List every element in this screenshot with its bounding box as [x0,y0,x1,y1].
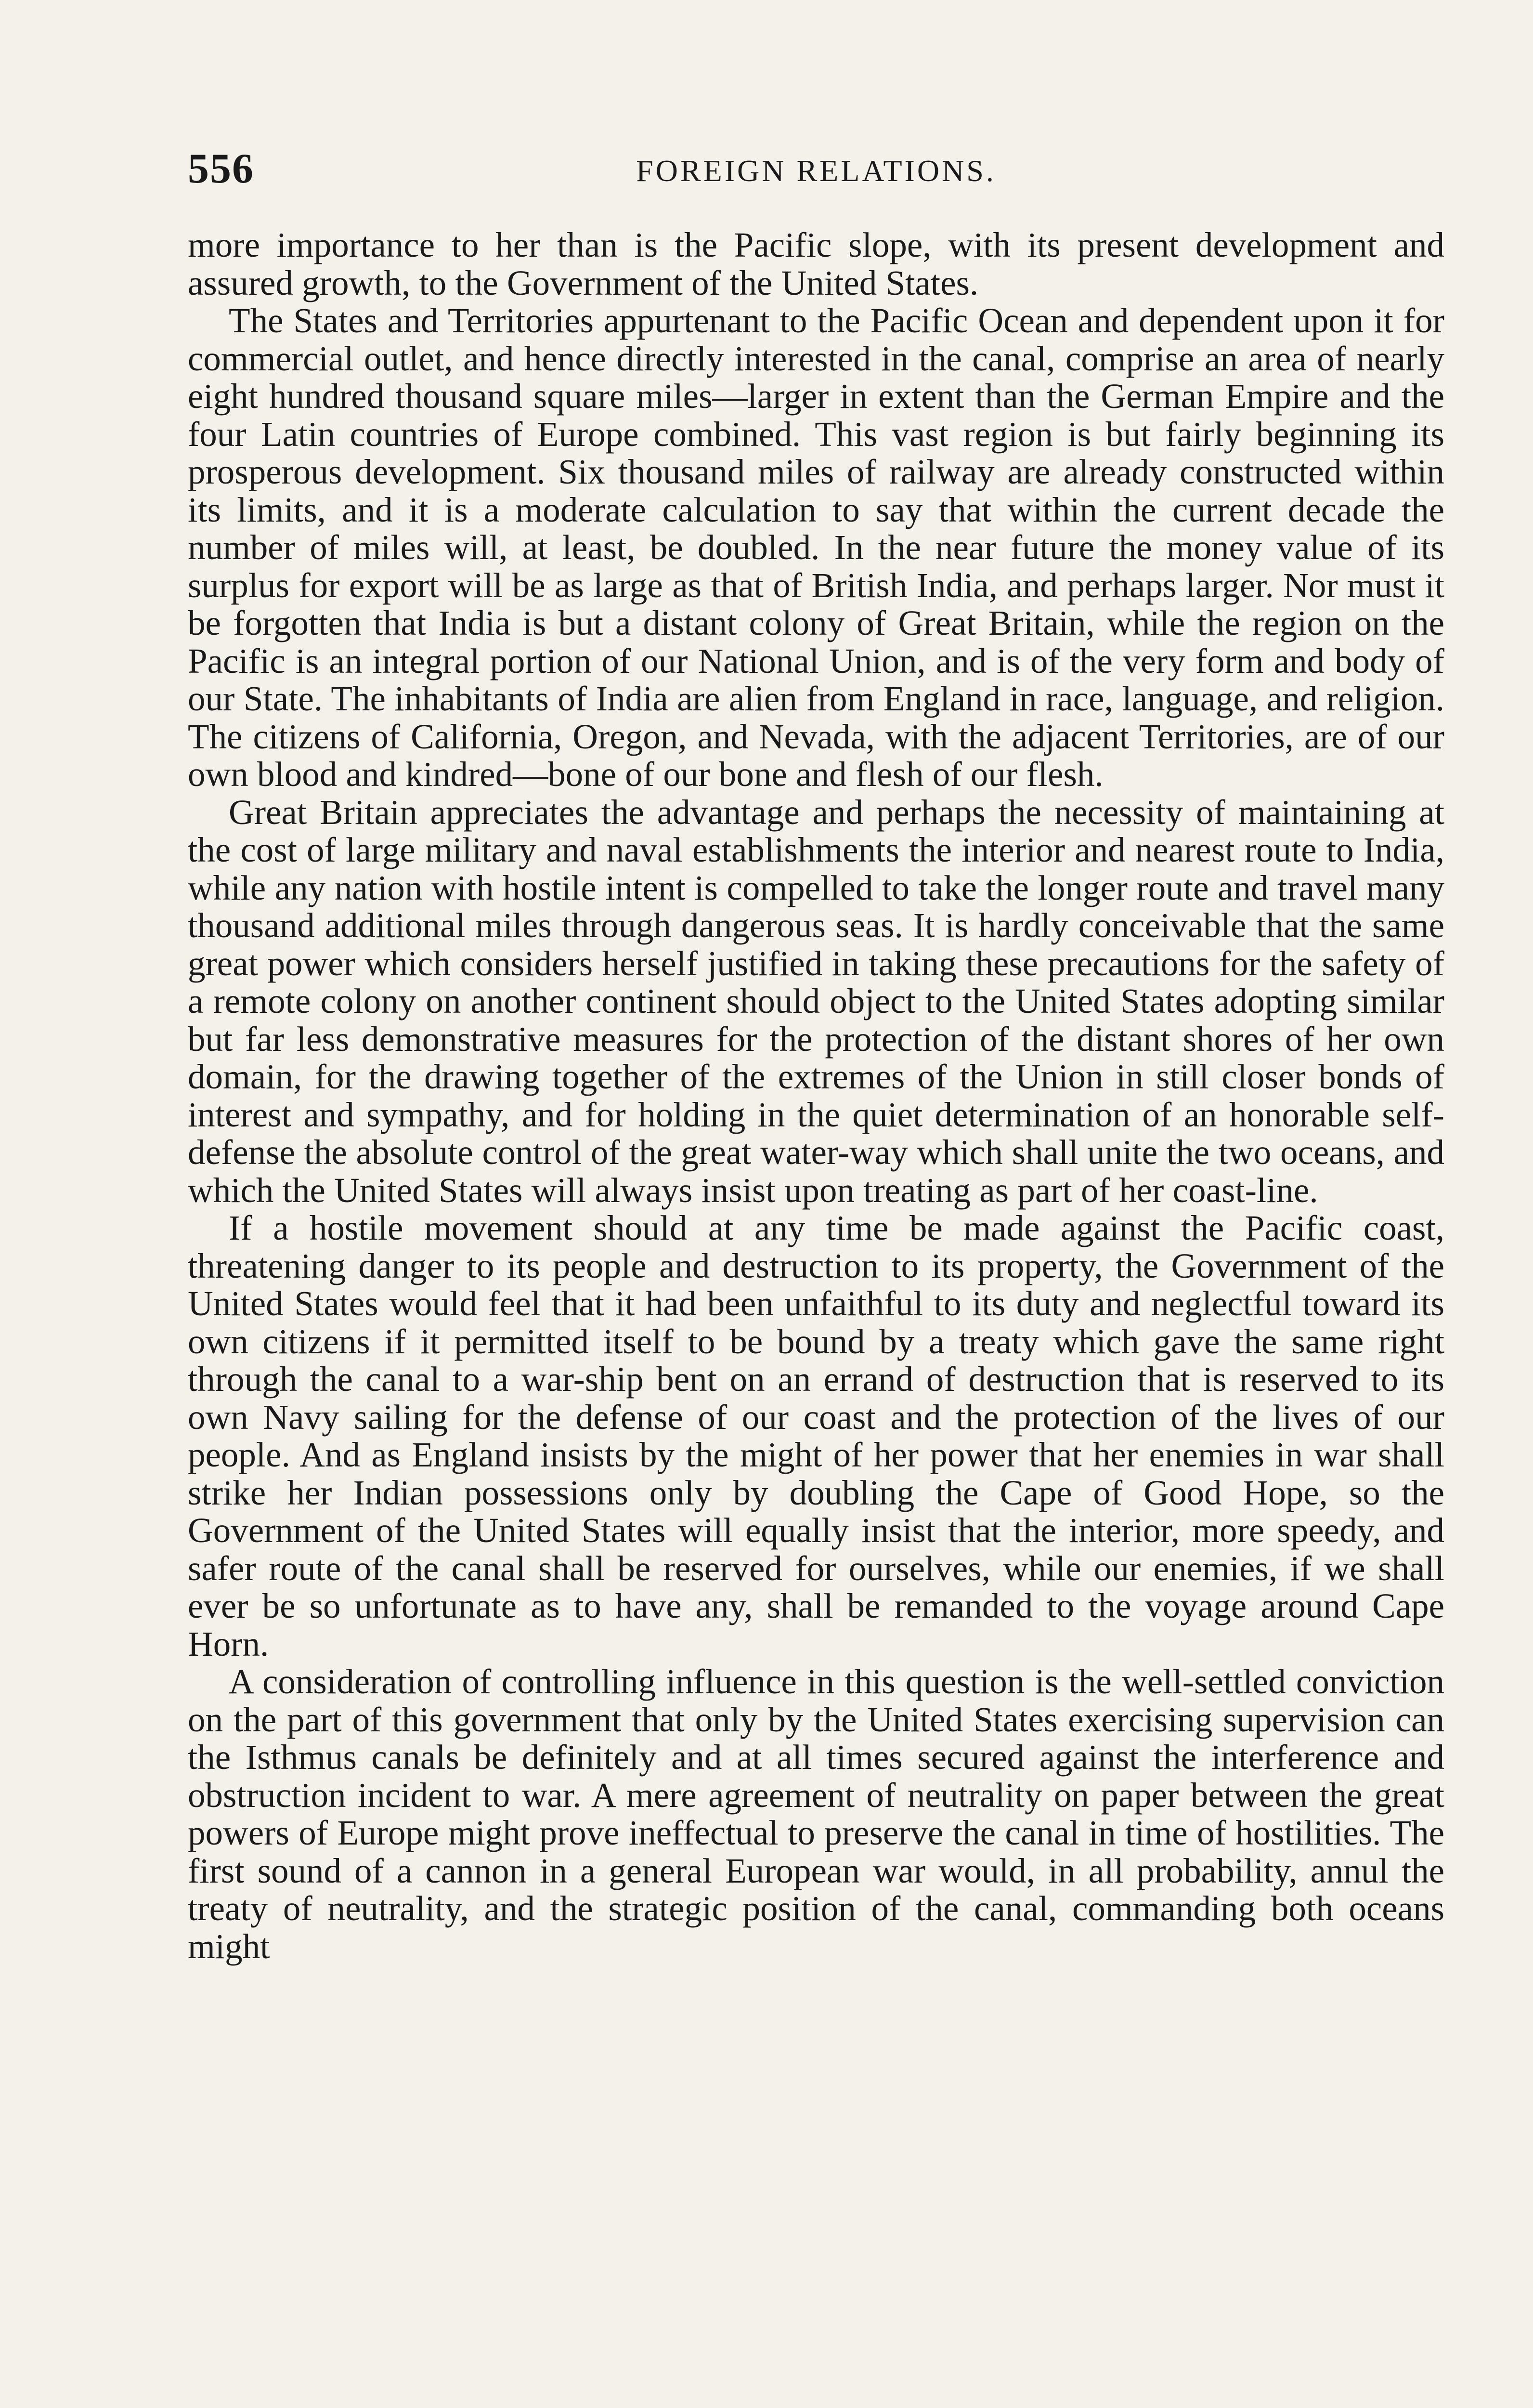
paragraph-continuation: more importance to her than is the Pacific slope, with its present development and assured growth, to the Government of the United States. [188,225,1444,302]
running-head: FOREIGN RELATIONS. [636,154,996,188]
body-text [188,226,1444,1965]
page-header [188,144,1444,202]
paragraph-pacific-states: The States and Territories appurtenant to the Pacific Ocean and dependent upon it for commercial outlet, and hence directly interested in the canal, comprise an area of nearly eight hundred thousand square miles—larger in extent than the German Empire and the four Latin countries of Europe combined. This vast region is but fairly beginning its prosperous development. Six thousand miles of railway are already constructed within its limits, and it is a moderate calculation to say that within the current decade the number of miles will, at least, be doubled. In the near future the money value of its surplus for export will be as large as that of British India, and perhaps larger. Nor must it be forgotten that India is but a distant colony of Great Britain, while the region on the Pacific is an integral portion of our National Union, and is of the very form and body of our State. The inhabitants of India are alien from England in race, language, and religion. The citizens of California, Oregon, and Nevada, with the adjacent Territories, are of our own blood and kindred—bone of our bone and flesh of our flesh. [188,301,1444,794]
paragraph-controlling-influence: A consideration of controlling influence in this question is the well-settled conviction on the part of this government that only by the United States exercising supervision can the Isthmus canals be definitely and at all times secured against the interference and obstruction incident to war. A mere agreement of neutrality on paper between the great powers of Europe might prove ineffectual to preserve the canal in time of hostilities. The first sound of a cannon in a general European war would, in all probability, annul the treaty of neutrality, and the strategic position of the canal, commanding both oceans might [188,1662,1444,1966]
paragraph-great-britain: Great Britain appreciates the advantage and perhaps the necessity of maintaining at the cost of large military and naval establishments the interior and nearest route to India, while any nation with hostile intent is compelled to take the longer route and travel many thousand additional miles through dangerous seas. It is hardly conceivable that the same great power which considers herself justified in taking these precautions for the safety of a remote colony on another continent should object to the United States adopting similar but far less demonstrative measures for the protection of the distant shores of her own domain, for the drawing together of the extremes of the Union in still closer bonds of interest and sympathy, and for holding in the quiet determination of an honorable self-defense the absolute control of the great water-way which shall unite the two oceans, and which the United States will always insist upon treating as part of her coast-line. [188,792,1444,1210]
page-number: 556 [188,145,254,192]
paragraph-hostile-movement: If a hostile movement should at any time be made against the Pacific coast, threatening danger to its people and destruction to its property, the Government of the United States would feel that it had been unfaithful to its duty and neglectful toward its own citizens if it permitted itself to be bound by a treaty which gave the same right through the canal to a war-ship bent on an errand of destruction that is reserved to its own Navy sailing for the defense of our coast and the protection of the lives of our people. And as England insists by the might of her power that her enemies in war shall strike her Indian possessions only by doubling the Cape of Good Hope, so the Government of the United States will equally insist that the interior, more speedy, and safer route of the canal shall be reserved for ourselves, while our enemies, if we shall ever be so unfortunate as to have any, shall be remanded to the voyage around Cape Horn. [188,1208,1444,1663]
